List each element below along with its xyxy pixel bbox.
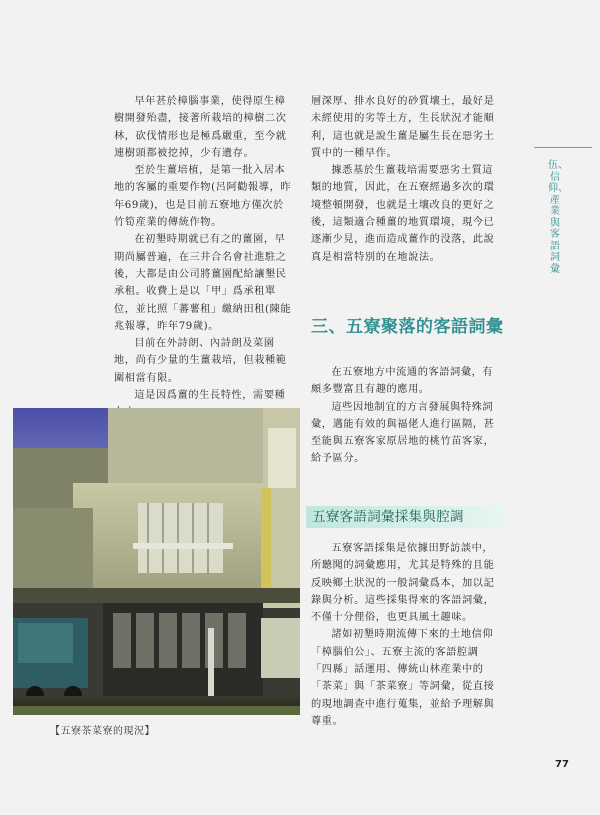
paragraph: 五寮客語採集是依據田野訪談中，所聽聞的詞彙應用，尤其是特殊的且能反映鄉土狀況的一般詞彙爲本，加以記錄與分析。這些採集得來的客語詞彙，不僅十分俚俗，也更具風土趣味。 [311, 543, 495, 624]
side-tab-rule [534, 147, 592, 148]
paragraph: 目前在外詩朗、內詩朗及菜園地，尚有少量的生薑栽培，但栽種範圍相當有限。 [114, 338, 287, 384]
paragraph: 這是因爲薑的生長特性，需要種 [134, 390, 286, 402]
paragraph: 早年甚於樟腦事業，使得原生樟樹開發殆盡，接著所栽培的樟樹二次林，砍伐情形也是極爲嚴重，至今就連樹頭都被挖掉，少有遺存。 [114, 96, 287, 159]
right-column-lower [311, 540, 499, 730]
subsection-heading: 五寮客語詞彙採集與腔調 [306, 506, 504, 528]
photo-caption: 【五寮茶菜寮的現況】 [50, 726, 155, 737]
right-column-top [311, 93, 499, 266]
section-title: 三、五寮聚落的客語詞彙 [311, 317, 504, 337]
paragraph: 這些因地制宜的方言發展與特殊詞彙，邁能有效的與福佬人進行區隔，甚至能與五寮客家原居地的桃竹苗客家，給予區分。 [311, 401, 495, 465]
right-column-middle [311, 364, 499, 468]
paragraph-continued: 層深厚、排水良好的砂質壤土，最好是未經使用的劣等土方，生長狀況才能順利，這也就是說生薑是屬生長在惡劣土質中的一種早作。 [311, 96, 495, 159]
left-column [114, 93, 294, 422]
paragraph: 據悉基於生薑栽培需要惡劣土質這類的地質，因此，在五寮經過多次的環境整頓開發，也就是土壤改良的更好之後，這類適合種薑的地質環境，現今已逐漸少見，進而造成薑作的没落，此說真是相當特別的在地說法。 [311, 165, 495, 263]
page-number: 77 [555, 759, 569, 770]
chapter-side-tab: 伍、信仰、產業與客語詞彙 [548, 160, 568, 275]
paragraph: 在五寮地方中流通的客語詞彙，有頗多豐富且有趣的應用。 [311, 367, 494, 396]
paragraph: 諸如初墾時期流傳下來的土地信仰「樟腦伯公」、五寮主流的客語腔調「四縣」話運用、傳統山林産業中的「茶菜」與「茶菜寮」等詞彙，從直接的現地調查中進行蒐集，並給予理解與尊重。 [311, 629, 495, 727]
paragraph: 至於生薑培植，是第一批入居本地的客屬的重要作物(呂阿勸報導，昨年69歲)，也是目前五寮地方僅次於竹筍産業的傳統作物。 [114, 165, 292, 229]
paragraph: 在初墾時期就已有之的薑園，早期尚屬普遍，在三井合名會社進駐之後，大都是由公司將薑園配給讓墾民承租。收費上是以「甲」爲承租單位，並比照「蕃薯租」繳納田租(陳能兆報導，昨年79歲)。 [114, 234, 292, 332]
tea-shed-photo [13, 408, 300, 715]
